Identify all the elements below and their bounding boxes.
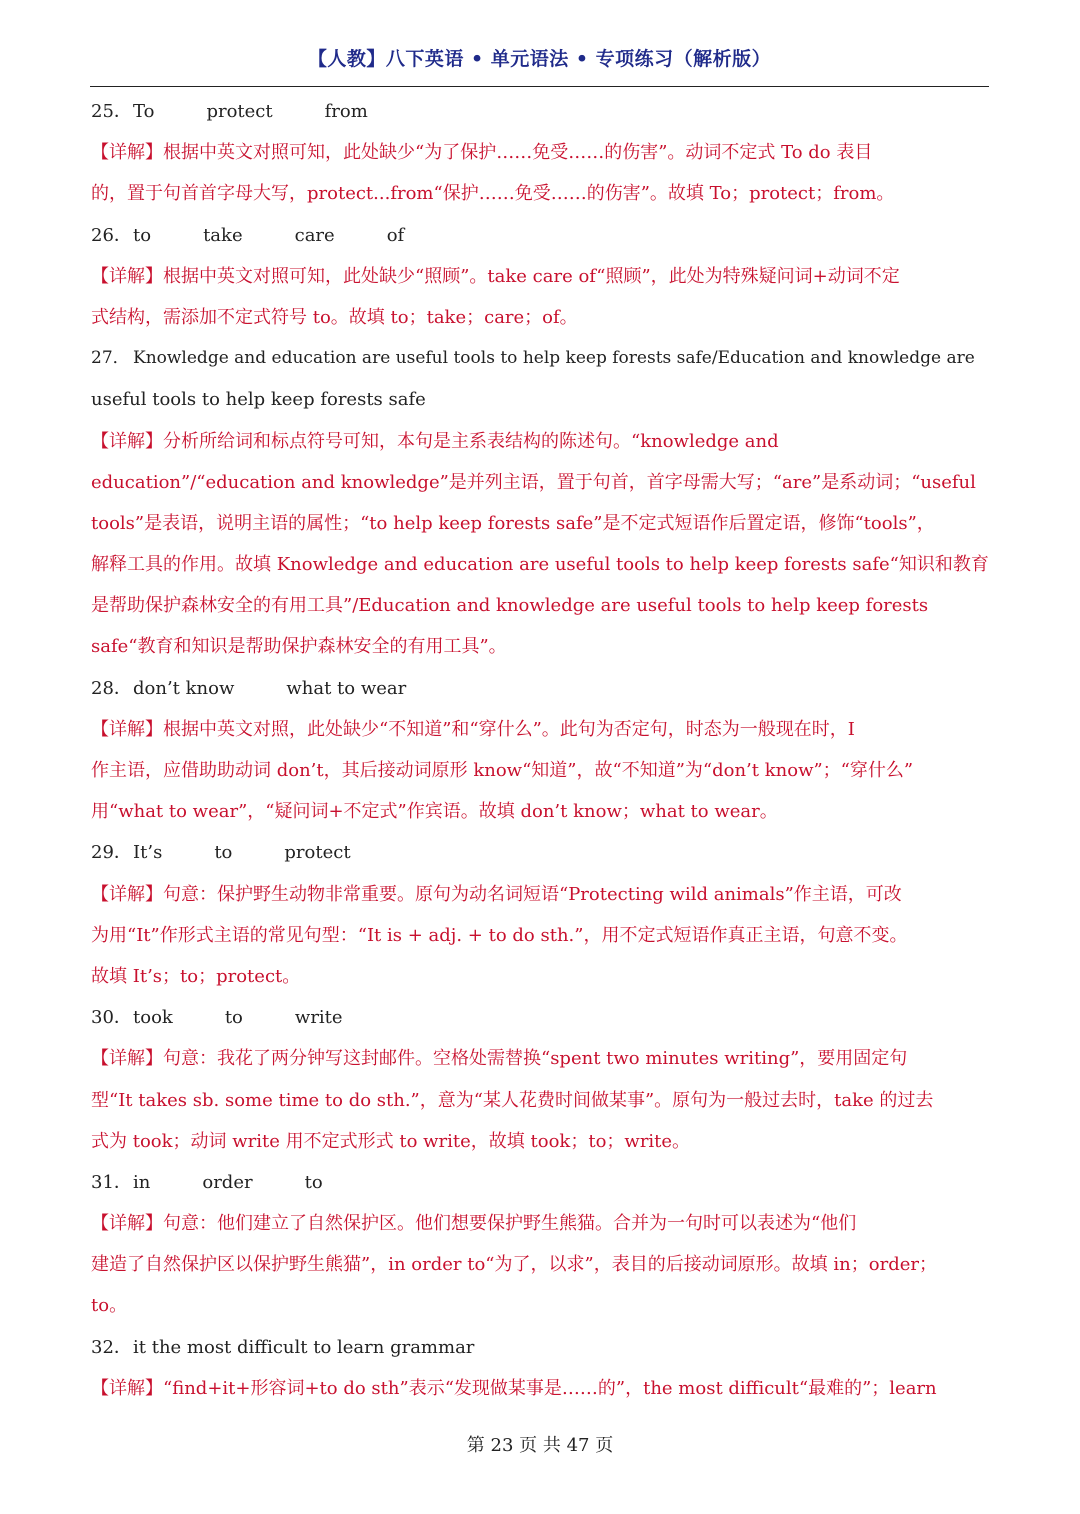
answer-word: to [133,224,152,246]
question-answer-row [91,1162,989,1203]
explanation-line: 【详解】“find+it+形容词+to do sth”表示“发现做某事是……的”，the most difficult“最难的”；learn [91,1377,937,1399]
explanation-line: education”/“education and knowledge”是并列主语，置于句首，首字母需大写；“are”是系动词；“useful [91,471,976,493]
question-number: 25． [91,101,132,122]
question-answer-sentence [91,379,989,420]
answer-word: order [202,1171,253,1193]
question-number: 28． [91,677,132,699]
explanation-line: tools”是表语，说明主语的属性；“to help keep forests safe”是不定式短语作后置定语，修饰“tools”， [91,512,935,534]
explanation-line: 【详解】根据中英文对照可知，此处缺少“为了保护……免受……的伤害”。动词不定式 To do 表目 [91,142,873,164]
explanation-line: 故填 It’s；to；protect。 [91,965,301,987]
question-answer-row [91,215,989,256]
explanation-line: 为用“It”作形式主语的常见句型：“It is + adj. + to do sth.”，用不定式短语作真正主语，句意不变。 [91,924,908,946]
answer-word: protect [206,101,273,122]
answer-word: to [224,1007,243,1029]
question-number: 26． [91,224,132,246]
answer-word: take [203,224,243,246]
answer-text: Knowledge and education are useful tools to help keep forests safe/Education and knowledge are [133,348,975,369]
explanation-line: 【详解】句意：保护野生动物非常重要。原句为动名词短语“Protecting wild animals”作主语，可改 [91,883,902,905]
answer-word: care [294,224,335,246]
explanation-line: 【详解】分析所给词和标点符号可知，本句是主系表结构的陈述句。“knowledge and [91,430,779,452]
answer-word: took [133,1007,173,1029]
explanation-line: 【详解】根据中英文对照，此处缺少“不知道”和“穿什么”。此句为否定句，时态为一般现在时，I [91,718,855,740]
explanation-line: 式为 took；动词 write 用不定式形式 to write，故填 took；to；write。 [91,1130,691,1152]
page-header-title: 【人教】八下英语 • 单元语法 • 专项练习（解析版） [307,48,772,70]
answer-word: to [214,842,233,864]
explanation-line: 【详解】句意：他们建立了自然保护区。他们想要保护野生熊猫。合并为一句时可以表述为“他们 [91,1213,857,1235]
explanation-line: 【详解】根据中英文对照可知，此处缺少“照顾”。take care of“照顾”，此处为特殊疑问词+动词不定 [91,265,900,287]
answer-word: It’s [133,842,163,864]
question-answer-row [91,91,989,132]
answer-word: write [294,1007,343,1029]
answer-text: useful tools to help keep forests safe [91,389,426,411]
answer-word: don’t know [133,677,235,699]
explanation-line: 的，置于句首首字母大写，protect...from“保护……免受……的伤害”。故填 To；protect；from。 [91,183,895,205]
explanation-line: 用“what to wear”，“疑问词+不定式”作宾语。故填 don’t know；what to wear。 [91,801,778,823]
answer-word: To [133,101,155,122]
explanation-line: safe“教育和知识是帮助保护森林安全的有用工具”。 [91,636,507,658]
explanation-line: 型“It takes sb. some time to do sth.”，意为“某人花费时间做某事”。原句为一般过去时，take 的过去 [91,1089,934,1111]
header-divider [90,86,989,87]
question-number: 27． [91,348,130,369]
answer-word: to [304,1171,323,1193]
question-answer-row [91,997,989,1038]
answer-content [91,91,989,1409]
explanation-line: 作主语，应借助助动词 don’t，其后接动词原形 know“知道”，故“不知道”为“don’t know”；“穿什么” [91,760,914,781]
explanation-line: 建造了自然保护区以保护野生熊猫”，in order to“为了，以求”，表目的后接动词原形。故填 in；order； [91,1254,937,1276]
question-number: 32． [91,1336,132,1358]
question-number: 30． [91,1007,132,1029]
explanation-line: 是帮助保护森林安全的有用工具”/Education and knowledge are useful tools to help keep forests [91,595,929,617]
answer-word: in [133,1171,151,1193]
explanation-line: 解释工具的作用。故填 Knowledge and education are useful tools to help keep forests safe“知识和教育 [91,554,989,576]
answer-text: it the most difficult to learn grammar [133,1336,475,1358]
question-number: 31． [91,1171,132,1193]
explanation-line: to。 [91,1295,128,1317]
question-answer-row [91,832,989,873]
answer-word: of [386,224,405,246]
question-answer-row [91,668,989,709]
answer-word: from [324,101,368,122]
explanation-line: 式结构，需添加不定式符号 to。故填 to；take；care；of。 [91,306,578,328]
question-number: 29． [91,842,132,864]
page-number-footer: 第 23 页 共 47 页 [466,1435,614,1456]
explanation-line: 【详解】句意：我花了两分钟写这封邮件。空格处需替换“spent two minutes writing”，要用固定句 [91,1048,908,1070]
answer-word: protect [284,842,351,864]
question-answer-sentence [91,338,989,379]
question-answer-sentence [91,1327,989,1368]
answer-word: what to wear [286,677,407,699]
